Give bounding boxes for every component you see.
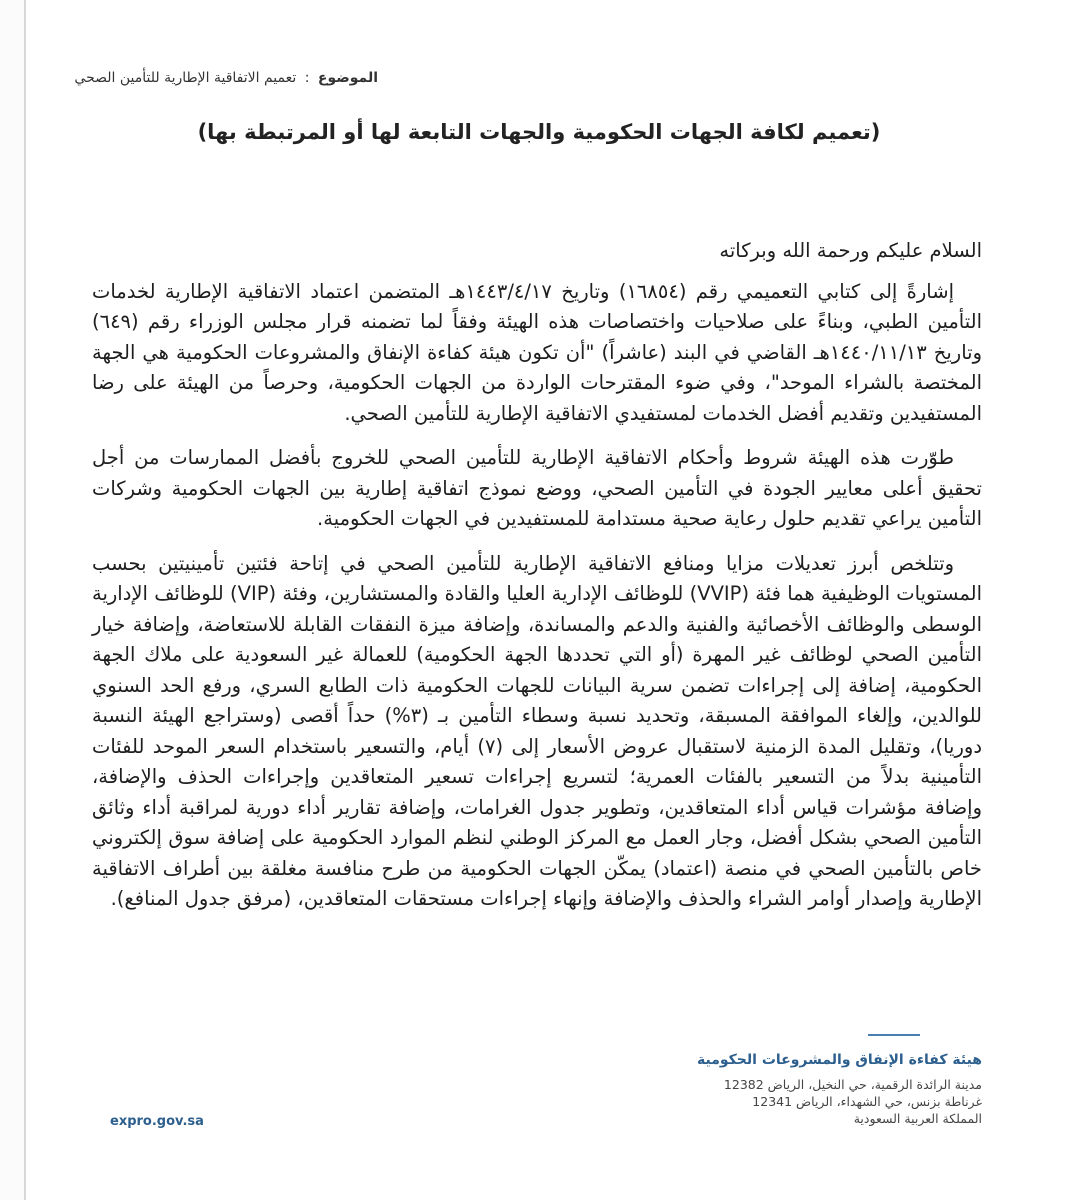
- footer-address: [724, 1076, 982, 1127]
- document-heading: (تعميم لكافة الجهات الحكومية والجهات التابعة لها أو المرتبطة بها): [197, 120, 881, 144]
- address-line: غرناطة بزنس، حي الشهداء، الرياض 12341: [752, 1094, 982, 1109]
- address-line: المملكة العربية السعودية: [853, 1111, 982, 1126]
- subject-label: الموضوع: [317, 70, 378, 86]
- paragraph-development: طوّرت هذه الهيئة شروط وأحكام الاتفاقية الإطارية للتأمين الصحي للخروج بأفضل الممارسات من أجل تحقيق أعلى معايير الجودة في التأمين الصحي، ووضع نموذج اتفاقية إطارية بين الجهات الحكومية وشركات التأمين يراعي تقديم حلول رعاية صحية مستدامة للمستفيدين في الجهات الحكومية.: [92, 446, 982, 530]
- page-edge: [0, 0, 26, 1200]
- subject-line: [58, 70, 378, 86]
- footer-organization: هيئة كفاءة الإنفاق والمشروعات الحكومية: [697, 1052, 982, 1068]
- greeting: السلام عليكم ورحمة الله وبركاته: [719, 239, 982, 262]
- address-line: مدينة الرائدة الرقمية، حي النخيل، الرياض 12382: [723, 1077, 982, 1092]
- paragraph-amendments: وتتلخص أبرز تعديلات مزايا ومنافع الاتفاقية الإطارية للتأمين الصحي في إتاحة فئتين تأمينيتين بحسب المستويات الوظيفية هما فئة (VVIP) للوظائف الإدارية العليا والقادة والمستشارين، وفئة (VIP) للوظائف الإدارية الوسطى والوظائف الأخصائية والفنية والدعم والمساندة، وإضافة ميزة النفقات القابلة للاستعاضة، وإضافة خيار التأمين الصحي لوظائف غير المهرة (أو التي تحددها الجهة الحكومية) للعمالة غير السعودية على ملاك الجهة الحكومية، إضافة إلى إجراءات تضمن سرية البيانات للجهات الحكومية ذات الطابع السري، ورفع الحد السنوي للوالدين، وإلغاء الموافقة المسبقة، وتحديد نسبة وسطاء التأمين بـ (٣%) حداً أقصى (وستراجع الهيئة النسبة دوريا)، وتقليل المدة الزمنية لاستقبال عروض الأسعار إلى (٧) أيام، والتسعير باستخدام السعر الموحد للفئات التأمينية بدلاً من التسعير بالفئات العمرية؛ لتسريع إجراءات تسعير المتعاقدين وإجراءات الحذف والإضافة، وإضافة مؤشرات قياس أداء المتعاقدين، وتطوير جدول الغرامات، وإضافة تقارير أداء دورية لمراقبة أداء وثائق التأمين الصحي بشكل أفضل، وجار العمل مع المركز الوطني لنظم الموارد الحكومية على إضافة سوق إلكتروني خاص بالتأمين الصحي في منصة (اعتماد) يمكّن الجهات الحكومية من طرح منافسة مغلقة بين أطراف الاتفاقية الإطارية وإصدار أوامر الشراء والحذف والإضافة وإنهاء إجراءات مستحقات المتعاقدين، (مرفق جدول المنافع).: [92, 551, 983, 910]
- footer-website-link[interactable]: expro.gov.sa: [110, 1114, 204, 1129]
- paragraph-reference: إشارةً إلى كتابي التعميمي رقم (١٦٨٥٤) وتاريخ ١٤٤٣/٤/١٧هـ المتضمن اعتماد الاتفاقية الإطارية لخدمات التأمين الطبي، وبناءً على صلاحيات واختصاصات هذه الهيئة وفقاً لما تضمنه قرار مجلس الوزراء رقم (٦٤٩) وتاريخ ١٤٤٠/١١/١٣هـ القاضي في البند (عاشراً) "أن تكون هيئة كفاءة الإنفاق والمشروعات الحكومية هي الجهة المختصة بالشراء الموحد"، وفي ضوء المقترحات الواردة من الجهات الحكومية، وحرصاً من الهيئة على رضا المستفيدين وتقديم أفضل الخدمات لمستفيدي الاتفاقية الإطارية للتأمين الصحي.: [92, 279, 982, 425]
- footer-divider: [868, 1034, 920, 1036]
- subject-separator: :: [304, 70, 310, 86]
- subject-text: تعميم الاتفاقية الإطارية للتأمين الصحي: [74, 70, 297, 86]
- letter-body: [92, 236, 982, 929]
